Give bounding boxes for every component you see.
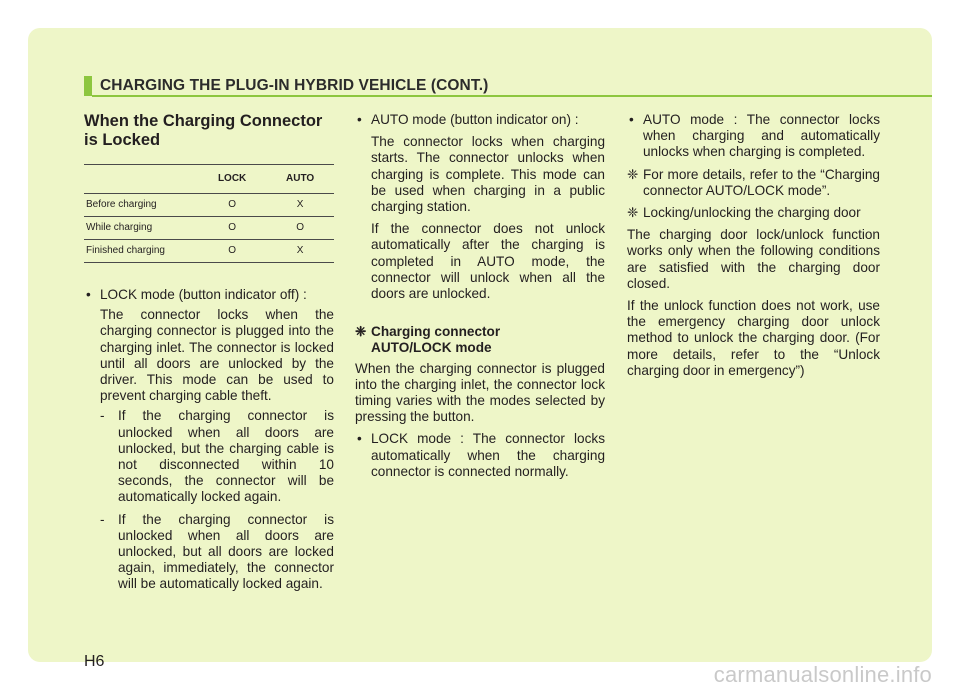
column-1 [84, 112, 334, 593]
auto-mode-bullet [627, 112, 880, 161]
dash-mark: - [100, 408, 105, 424]
lock-mode-bullet [84, 287, 334, 303]
bullet-mark: • [357, 112, 362, 127]
table-cell-lock: O [198, 240, 266, 263]
dash-text: If the charging connector is unlocked when all doors are unlocked, but the charging cable is not disconnected within 10 seconds, the connector will be automatically locked again. [118, 408, 334, 505]
header-underline [92, 95, 932, 97]
lock-mode-description: The connector locks when the charging connector is plugged into the charging inlet. The connector is locked until all doors are unlocked by the driver. This mode can be used to prevent charging cable theft. [100, 307, 334, 404]
table-cell-auto: X [266, 240, 334, 263]
section-header [84, 76, 932, 98]
lock-mode-bullet [355, 431, 605, 480]
door-lock-paragraph: The charging door lock/unlock function works only when the following conditions are satisfied with the charging door closed. [627, 227, 880, 291]
table-header-lock: LOCK [198, 165, 266, 194]
table-header-auto: AUTO [266, 165, 334, 194]
header-accent-bar [84, 76, 92, 96]
bullet-text: LOCK mode : The connector locks automatically when the charging connector is connected normally. [371, 431, 605, 479]
table-row-label: Before charging [84, 194, 198, 217]
watermark-url: carmanualsonline.info [713, 662, 932, 687]
table-cell-lock: O [198, 194, 266, 217]
connector-lock-paragraph: When the charging connector is plugged into the charging inlet, the connector lock timing varies with the modes selected by pressing the button. [355, 360, 605, 425]
note-text: Locking/unlocking the charging door [643, 205, 861, 221]
emergency-unlock-paragraph: If the unlock function does not work, use the emergency charging door unlock method to unlock the charging door. (For more details, refer to the “Unlock charging door in emergency”) [627, 298, 880, 378]
table-row [84, 240, 334, 263]
bullet-text: AUTO mode (button indicator on) : [371, 112, 579, 127]
note-icon: ❈ [627, 205, 639, 221]
dash-text: If the charging connector is unlocked when all doors are unlocked, but all doors are locked again, immediately, the connector will be automatically locked again. [118, 511, 334, 592]
dash-mark: - [100, 511, 105, 527]
table-cell-lock: O [198, 217, 266, 240]
column-3 [627, 112, 880, 379]
subsection-title: ❈ Charging connector AUTO/LOCK mode [355, 324, 501, 356]
table-header-row [84, 165, 334, 194]
reference-note [627, 167, 880, 199]
auto-mode-bullet [355, 112, 605, 128]
bullet-text: AUTO mode : The connector locks when charging and automatically unlocks when charging is completed. [643, 112, 880, 160]
table-row [84, 194, 334, 217]
header-title: CHARGING THE PLUG-IN HYBRID VEHICLE (CONT.) [100, 77, 489, 94]
column-2 [355, 112, 605, 480]
bullet-text: LOCK mode (button indicator off) : [100, 287, 307, 302]
lock-mode-table [84, 164, 334, 263]
dash-item [84, 512, 334, 593]
note-text: For more details, refer to the “Charging connector AUTO/LOCK mode”. [643, 166, 880, 198]
table-cell-auto: O [266, 217, 334, 240]
auto-mode-note: If the connector does not unlock automatically after the charging is completed in AUTO mode, the connector will unlock when all the doors are unlocked. [371, 221, 605, 302]
note-icon: ❈ [355, 324, 367, 340]
section-title: When the Charging Connector is Locked [84, 112, 323, 149]
bullet-mark: • [357, 431, 362, 447]
table-row [84, 217, 334, 240]
table-cell-auto: X [266, 194, 334, 217]
page-number: H6 [84, 653, 105, 670]
table-row-label: While charging [84, 217, 198, 240]
table-row-label: Finished charging [84, 240, 198, 263]
bullet-mark: • [86, 287, 91, 302]
table-header-blank [84, 165, 198, 194]
dash-item [84, 408, 334, 505]
note-icon: ❈ [627, 166, 639, 182]
reference-note [627, 205, 880, 221]
auto-mode-description: The connector locks when charging starts. The connector unlocks when charging is complete. This mode can be used when charging in a public charging station. [371, 134, 605, 215]
bullet-mark: • [629, 112, 634, 127]
